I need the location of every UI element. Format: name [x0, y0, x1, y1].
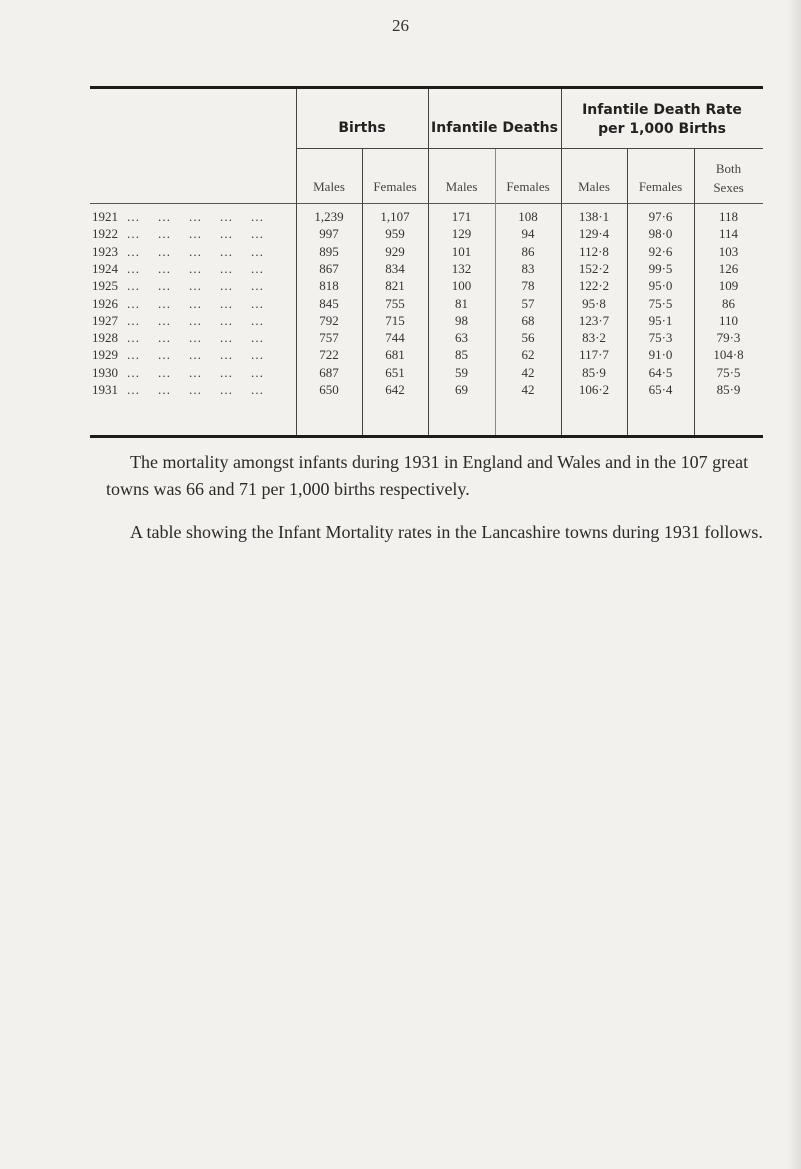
- cell-rate-f: 92·6: [648, 244, 673, 259]
- row-year: [92, 330, 292, 346]
- row-year: [92, 347, 292, 363]
- cell-deaths-m: 132: [451, 261, 472, 276]
- cell-deaths-f: 57: [521, 296, 535, 311]
- cell-deaths-f: 68: [521, 313, 535, 328]
- cell-births-f: 681: [385, 347, 405, 362]
- cell-rate-both: 110: [718, 313, 739, 328]
- cell-deaths-m: 98: [455, 313, 468, 328]
- cell-rate-m: 106·2: [578, 382, 610, 397]
- cell-rate-both: 79·3: [716, 330, 741, 345]
- year-label: 1930: [92, 365, 118, 380]
- cell-rate-f: 91·0: [648, 347, 673, 362]
- paragraph-lancashire: A table showing the Infant Mortality rates in the Lancashire towns during 1931 follows.: [130, 522, 763, 542]
- row-year: [92, 209, 292, 225]
- page-number: 26: [392, 16, 409, 35]
- year-label: 1922: [92, 226, 118, 241]
- cell-births-m: 895: [319, 244, 339, 259]
- subheader-rate-both: [694, 159, 763, 197]
- cell-deaths-f: 94: [521, 226, 535, 241]
- cell-rate-both: 103: [718, 244, 739, 259]
- cell-births-f: 929: [385, 244, 405, 259]
- cell-rate-both: 104·8: [713, 347, 744, 362]
- header-death-rate: [561, 101, 763, 139]
- subheader-deaths-males: Males: [445, 179, 478, 194]
- row-year: [92, 261, 292, 277]
- cell-rate-f: 95·1: [648, 313, 673, 328]
- cell-rate-m: 95·8: [582, 296, 606, 311]
- cell-births-m: 722: [319, 347, 339, 362]
- dot-leader: … … … … …: [118, 382, 265, 397]
- dot-leader: … … … … …: [118, 296, 265, 311]
- cell-births-f: 651: [385, 365, 405, 380]
- dot-leader: … … … … …: [118, 365, 265, 380]
- dot-leader: … … … … …: [118, 347, 265, 362]
- cell-births-f: 642: [385, 382, 405, 397]
- row-year: [92, 382, 292, 398]
- year-label: 1924: [92, 261, 118, 276]
- cell-deaths-m: 171: [451, 209, 472, 224]
- year-label: 1923: [92, 244, 118, 259]
- year-label: 1929: [92, 347, 118, 362]
- subheader-births-males: Males: [313, 179, 345, 194]
- cell-rate-m: 85·9: [582, 365, 606, 380]
- cell-rate-m: 117·7: [579, 347, 609, 362]
- subheader-rate-males: Males: [578, 179, 610, 194]
- cell-rate-m: 123·7: [578, 313, 610, 328]
- cell-rate-f: 65·4: [648, 382, 673, 397]
- cell-rate-both: 109: [718, 278, 739, 293]
- subheader-rate-both-line1: Both: [715, 161, 742, 176]
- cell-rate-both: 114: [718, 226, 739, 241]
- header-births: Births: [338, 120, 386, 136]
- row-year: [92, 365, 292, 381]
- cell-deaths-f: 86: [521, 244, 535, 259]
- cell-rate-m: 152·2: [578, 261, 610, 276]
- header-bottom-rule: [90, 203, 763, 204]
- cell-rate-f: 95·0: [648, 278, 673, 293]
- cell-births-m: 845: [319, 296, 339, 311]
- dot-leader: … … … … …: [118, 209, 265, 224]
- table-top-rule: [90, 86, 763, 89]
- cell-births-f: 1,107: [380, 209, 410, 224]
- cell-births-f: 744: [385, 330, 405, 345]
- year-label: 1927: [92, 313, 118, 328]
- cell-births-m: 867: [319, 261, 339, 276]
- cell-rate-both: 126: [718, 261, 739, 276]
- subheader-rate-females: Females: [638, 179, 683, 194]
- header-death-rate-line2: per 1,000 Births: [598, 121, 726, 137]
- dot-leader: … … … … …: [118, 226, 265, 241]
- cell-births-m: 650: [319, 382, 339, 397]
- cell-births-f: 959: [385, 226, 405, 241]
- dot-leader: … … … … …: [118, 244, 265, 259]
- cell-deaths-m: 69: [455, 382, 468, 397]
- year-label: 1925: [92, 278, 118, 293]
- cell-rate-both: 75·5: [716, 365, 741, 380]
- row-year: [92, 226, 292, 242]
- cell-births-f: 821: [385, 278, 405, 293]
- cell-deaths-m: 63: [455, 330, 468, 345]
- subheader-births-females: Females: [373, 179, 417, 194]
- cell-rate-f: 98·0: [648, 226, 673, 241]
- cell-rate-m: 129·4: [578, 226, 610, 241]
- cell-deaths-f: 83: [521, 261, 535, 276]
- cell-rate-m: 122·2: [578, 278, 610, 293]
- cell-deaths-m: 59: [455, 365, 468, 380]
- cell-deaths-m: 100: [451, 278, 472, 293]
- cell-births-f: 834: [385, 261, 405, 276]
- dot-leader: … … … … …: [118, 330, 265, 345]
- cell-deaths-m: 129: [451, 226, 472, 241]
- cell-rate-m: 83·2: [582, 330, 606, 345]
- cell-deaths-f: 78: [521, 278, 535, 293]
- cell-births-m: 997: [319, 226, 339, 241]
- dot-leader: … … … … …: [118, 313, 265, 328]
- year-label: 1931: [92, 382, 118, 397]
- cell-rate-both: 85·9: [716, 382, 741, 397]
- paragraph-mortality: The mortality amongst infants during 1931 in England and Wales and in the 107 great towns was 66 and 71 per 1,000 births respectively.: [106, 452, 749, 499]
- cell-births-m: 792: [319, 313, 339, 328]
- cell-deaths-m: 101: [451, 244, 472, 259]
- dot-leader: … … … … …: [118, 261, 265, 276]
- cell-births-f: 755: [385, 296, 405, 311]
- cell-rate-f: 75·3: [648, 330, 673, 345]
- cell-deaths-f: 42: [521, 365, 535, 380]
- subheader-rate-both-line2: Sexes: [713, 180, 744, 195]
- cell-births-m: 757: [319, 330, 339, 345]
- year-label: 1926: [92, 296, 118, 311]
- cell-deaths-f: 42: [521, 382, 535, 397]
- dot-leader: … … … … …: [118, 278, 265, 293]
- cell-deaths-f: 56: [521, 330, 535, 345]
- cell-births-m: 818: [319, 278, 339, 293]
- table-bottom-rule: [90, 435, 763, 438]
- page-edge-shadow: [787, 0, 801, 1169]
- header-infantile-deaths: Infantile Deaths: [431, 120, 558, 136]
- header-death-rate-line1: Infantile Death Rate: [582, 102, 742, 118]
- cell-rate-m: 112·8: [579, 244, 609, 259]
- subheader-deaths-females: Females: [506, 179, 550, 194]
- row-year: [92, 313, 292, 329]
- cell-rate-both: 118: [718, 209, 739, 224]
- cell-deaths-f: 108: [518, 209, 538, 224]
- row-year: [92, 296, 292, 312]
- year-label: 1921: [92, 209, 118, 224]
- cell-deaths-f: 62: [521, 347, 535, 362]
- row-year: [92, 278, 292, 294]
- cell-deaths-m: 85: [455, 347, 468, 362]
- cell-births-m: 1,239: [314, 209, 344, 224]
- cell-births-m: 687: [319, 365, 339, 380]
- cell-rate-both: 86: [722, 296, 735, 311]
- row-year: [92, 244, 292, 260]
- cell-rate-f: 64·5: [648, 365, 673, 380]
- year-label: 1928: [92, 330, 118, 345]
- cell-deaths-m: 81: [455, 296, 468, 311]
- cell-rate-m: 138·1: [578, 209, 610, 224]
- cell-rate-f: 99·5: [648, 261, 673, 276]
- cell-births-f: 715: [385, 313, 405, 328]
- cell-rate-f: 97·6: [648, 209, 673, 224]
- subheader-rule: [296, 148, 763, 149]
- cell-rate-f: 75·5: [648, 296, 673, 311]
